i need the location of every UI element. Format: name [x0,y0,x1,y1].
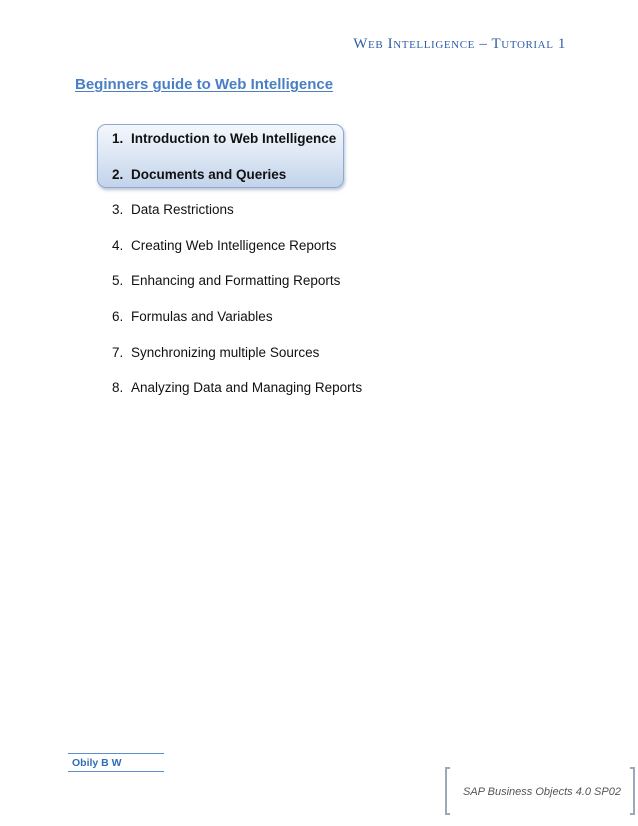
footer-product-box [445,767,635,815]
right-bracket-icon [630,767,635,815]
toc-item-formulas-and-variables[interactable] [112,308,273,326]
toc-item-number: 6. [112,309,124,324]
footer-author: Obily B W [72,757,122,769]
toc-item-label: Data Restrictions [131,202,234,217]
toc-item-number: 1. [112,131,124,146]
toc-item-number: 7. [112,345,124,360]
toc-item-number: 5. [112,273,124,288]
footer-author-box [68,753,164,772]
toc-item-label: Documents and Queries [131,167,287,182]
header-title: Web Intelligence – Tutorial 1 [353,36,566,52]
toc-item-label: Analyzing Data and Managing Reports [131,380,363,395]
toc-item-number: 3. [112,202,124,217]
footer-product: SAP Business Objects 4.0 SP02 [463,786,621,798]
toc-item-number: 2. [112,167,124,182]
toc-item-synchronizing-sources[interactable] [112,344,319,362]
toc-item-creating-reports[interactable] [112,237,336,255]
toc-item-label: Formulas and Variables [131,309,273,324]
toc-item-analyzing-data[interactable] [112,379,362,397]
toc-item-label: Synchronizing multiple Sources [131,345,320,360]
toc-item-number: 4. [112,238,124,253]
toc-item-number: 8. [112,380,124,395]
toc-item-documents-and-queries[interactable] [112,166,286,184]
toc-item-enhancing-reports[interactable] [112,272,340,290]
document-heading: Beginners guide to Web Intelligence [75,76,334,93]
toc-item-data-restrictions[interactable] [112,201,234,219]
toc-item-label: Creating Web Intelligence Reports [131,238,337,253]
toc-item-introduction[interactable] [112,130,336,148]
left-bracket-icon [445,767,450,815]
toc-item-label: Introduction to Web Intelligence [131,131,337,146]
toc-item-label: Enhancing and Formatting Reports [131,273,341,288]
